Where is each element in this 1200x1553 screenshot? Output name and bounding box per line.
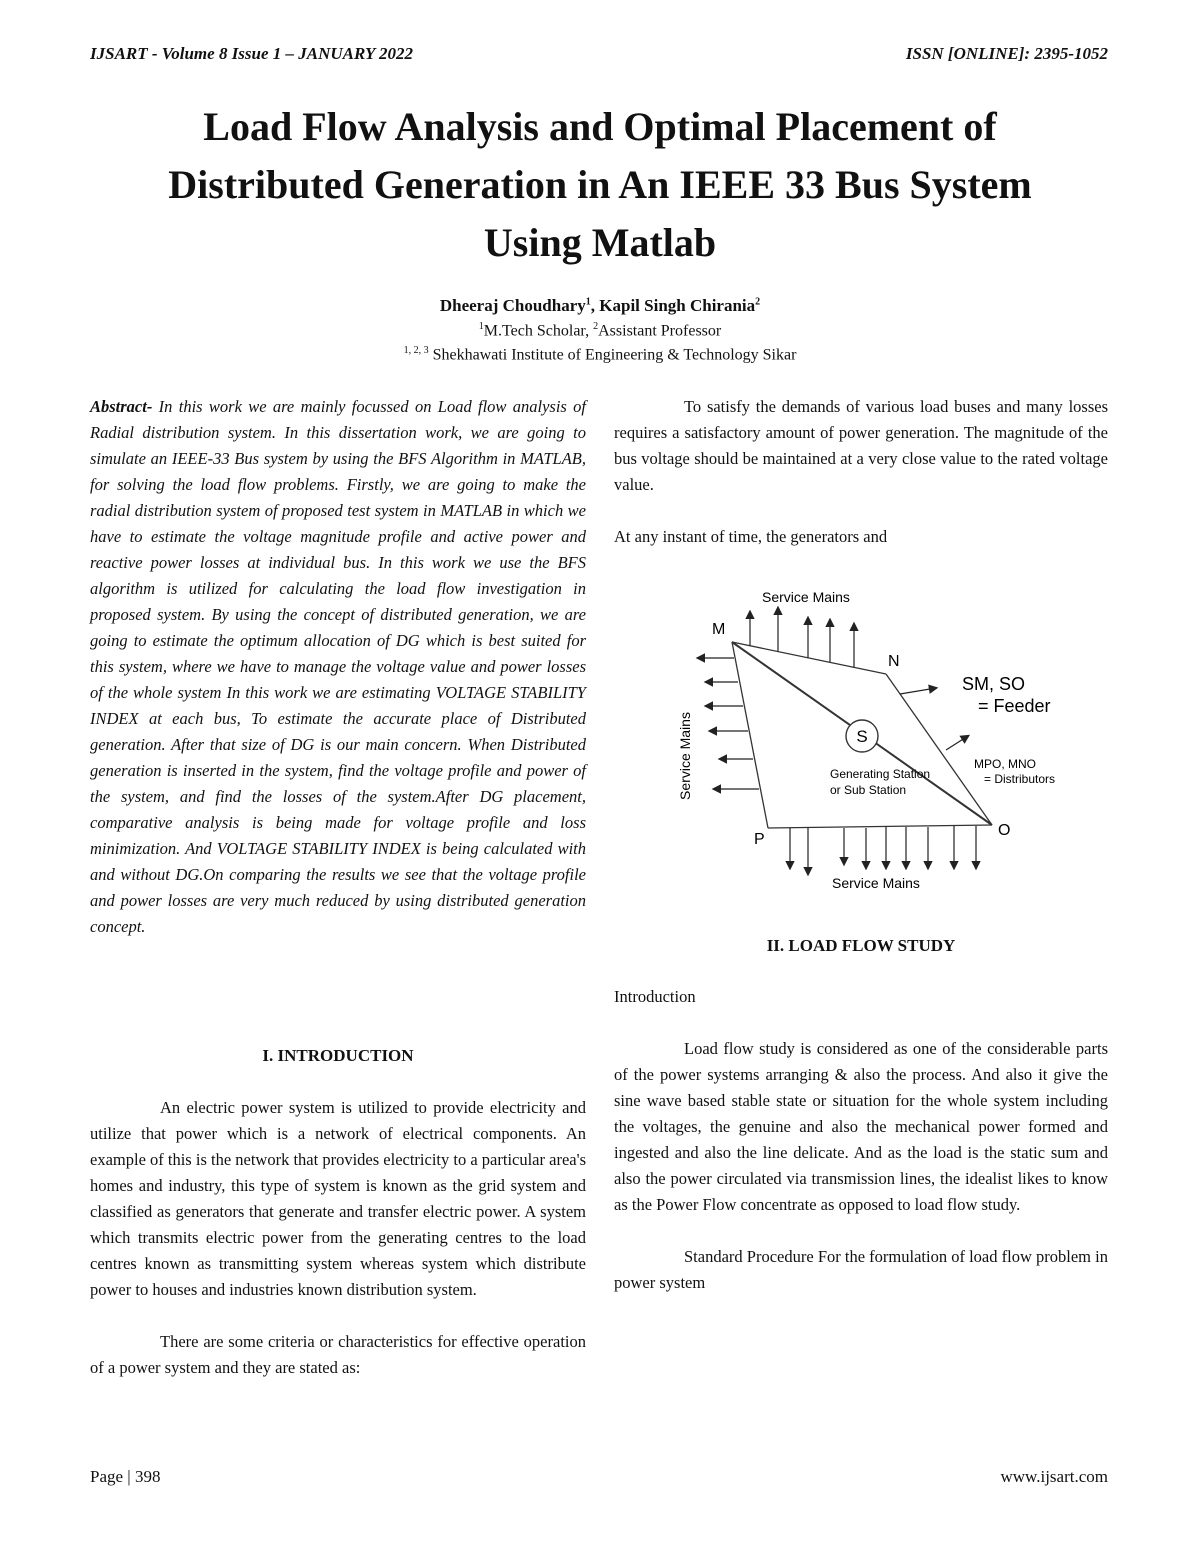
- introduction-paragraph-1: An electric power system is utilized to provide electricity and utilize that power which is a network of electrical components. An example of this is the network that provides electricity to a particular area's homes and industry, this type of system is known as the grid system and classified as generators that generate and transfer electric power. A system which transmits electric power from the generating centres to the load centres known as transmitting system whereas system which distribute power to houses and industries known distribution system.: [90, 1098, 586, 1299]
- abstract: [90, 394, 586, 940]
- node-s: S: [856, 727, 868, 746]
- issn-header: ISSN [ONLINE]: 2395-1052: [905, 44, 1108, 63]
- line-n-o: [886, 674, 992, 825]
- label-service-mains-top: Service Mains: [762, 589, 850, 605]
- author-1: Dheeraj Choudhary: [439, 296, 586, 315]
- label-mpo-mno: MPO, MNO: [974, 757, 1036, 771]
- abstract-label: Abstract-: [90, 397, 153, 416]
- title-line-2: Distributed Generation in An IEEE 33 Bus System: [168, 162, 1032, 207]
- node-n: N: [888, 653, 900, 670]
- load-flow-body: [614, 1036, 1108, 1296]
- label-service-mains-bottom: Service Mains: [832, 875, 920, 891]
- role-1: M.Tech Scholar,: [483, 322, 594, 340]
- author-2: Kapil Singh Chirania: [599, 296, 756, 315]
- distribution-system-figure: [660, 578, 1080, 898]
- line-m-p: [732, 642, 768, 828]
- label-service-mains-left: Service Mains: [677, 712, 693, 800]
- role-sup-1: 1: [478, 321, 484, 332]
- node-m: M: [712, 621, 726, 638]
- label-sm-so: SM, SO: [962, 674, 1026, 694]
- right-paragraph-1: To satisfy the demands of various load buses and many losses requires a satisfactory amount of power generation. The magnitude of the bus voltage should be maintained at a very close value to the rated voltage value.: [614, 397, 1108, 494]
- institution-sup: 1, 2, 3: [403, 345, 429, 356]
- load-flow-paragraph-1: Load flow study is considered as one of the considerable parts of the power systems arranging & also the process. And also it give the sine wave based stable state or situation for the whole system including the voltages, the genuine and also the mechanical power formed and ingested and also the line delicate. And as the load is the static sum and also the power circulated via transmission lines, the idealist likes to know as the Power Flow concentrate as opposed to load flow study.: [614, 1039, 1108, 1214]
- label-station-2: or Sub Station: [830, 783, 907, 797]
- introduction-body: [90, 1095, 586, 1381]
- right-column-intro: [614, 394, 1108, 550]
- role-2: Assistant Professor: [598, 322, 722, 340]
- author-1-sup: 1: [585, 296, 591, 308]
- arrow-feeder-1: [900, 688, 936, 694]
- page-number: Page | 398: [90, 1467, 161, 1486]
- title-line-3: Using Matlab: [483, 220, 717, 265]
- right-paragraph-2: At any instant of time, the generators and: [614, 527, 888, 546]
- affiliation: [100, 345, 1100, 364]
- role-sup-2: 2: [593, 321, 599, 332]
- node-o: O: [998, 822, 1011, 839]
- node-p: P: [754, 831, 765, 848]
- title-line-1: Load Flow Analysis and Optimal Placement of: [203, 104, 997, 149]
- author-separator: ,: [590, 296, 600, 315]
- load-flow-subheading: Introduction: [614, 987, 696, 1006]
- arrow-feeder-2: [946, 736, 968, 750]
- label-feeder: = Feeder: [978, 696, 1051, 716]
- paper-title: [80, 98, 1120, 272]
- abstract-text: In this work we are mainly focussed on Load flow analysis of Radial distribution system. In this dissertation work, we are going to simulate an IEEE-33 Bus system by using the BFS Algorithm in MATLAB, for solving the load flow problems. Firstly, we are going to make the radial distribution system of proposed test system in MATLAB in which we have to estimate the voltage magnitude profile and active power and reactive power losses at individual bus. In this work we use the BFS algorithm is utilized for calculating the load flow investigation in proposed system. By using the concept of distributed generation, we are going to estimate the optimum allocation of DG which is best suited for this system, where we have to manage the voltage value and power losses of the whole system In this work we are estimating VOLTAGE STABILITY INDEX at each bus, To estimate the accurate place of Distributed generation. After that size of DG is our main concern. When Distributed generation is inserted in the system, find the voltage profile and power of the system, and find the losses of the system.After DG placement, comparative analysis is being made for voltage profile and loss minimization. And VOLTAGE STABILITY INDEX is being calculated with and without DG.On comparing the results we see that the voltage profile and power losses are very much reduced by using distributed generation concept.: [90, 397, 586, 936]
- label-distributors: = Distributors: [984, 772, 1056, 786]
- load-flow-heading: II. LOAD FLOW STUDY: [766, 936, 956, 955]
- institution: Shekhawati Institute of Engineering & Technology Sikar: [432, 346, 797, 364]
- journal-url[interactable]: www.ijsart.com: [1000, 1467, 1108, 1486]
- line-p-o: [768, 825, 992, 828]
- author-line: [100, 296, 1100, 316]
- introduction-heading: I. INTRODUCTION: [262, 1046, 414, 1065]
- journal-header: IJSART - Volume 8 Issue 1 – JANUARY 2022: [90, 44, 414, 63]
- author-roles: [100, 321, 1100, 340]
- load-flow-paragraph-2: Standard Procedure For the formulation of load flow problem in power system: [614, 1247, 1108, 1292]
- introduction-paragraph-2: There are some criteria or characteristics for effective operation of a power system and they are stated as:: [90, 1332, 586, 1377]
- label-station-1: Generating Station: [830, 767, 931, 781]
- author-2-sup: 2: [755, 296, 761, 308]
